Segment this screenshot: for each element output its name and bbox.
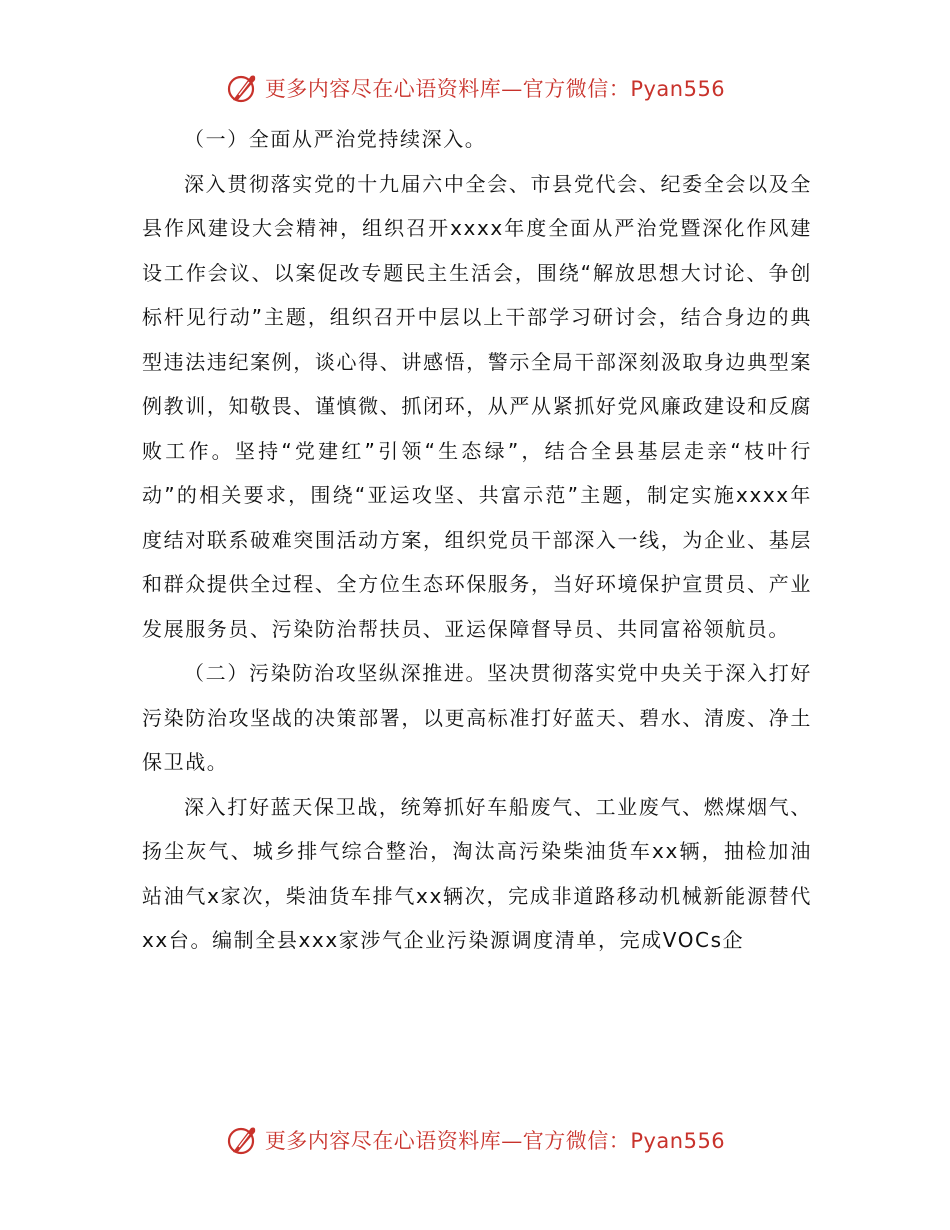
section-heading-1: （一）全面从严治党持续深入。 bbox=[184, 127, 487, 151]
document-body bbox=[142, 117, 812, 963]
header-banner bbox=[0, 66, 950, 110]
footer-banner bbox=[0, 1118, 950, 1162]
section-heading-2: （二）污染防治攻坚纵深推进。坚决贯彻落实党中央关于深入打好污染防治攻坚战的决策部署，以更高标准打好蓝天、碧水、清废、净土保卫战。 bbox=[142, 661, 812, 774]
paragraph: 深入贯彻落实党的十九届六中全会、市县党代会、纪委全会以及全县作风建设大会精神，组织召开xxxx年度全面从严治党暨深化作风建设工作会议、以案促改专题民主生活会，围绕“解放思想大讨论、争创标杆见行动”主题，组织召开中层以上干部学习研讨会，结合身边的典型违法违纪案例，谈心得、讲感悟，警示全局干部深刻汲取身边典型案例教训，知敬畏、谨慎微、抓闭环，从严从紧抓好党风廉政建设和反腐败工作。坚持“党建红”引领“生态绿”，结合全县基层走亲“枝叶行动”的相关要求，围绕“亚运攻坚、共富示范”主题，制定实施xxxx年度结对联系破难突围活动方案，组织党员干部深入一线，为企业、基层和群众提供全过程、全方位生态环保服务，当好环境保护宣贯员、产业发展服务员、污染防治帮扶员、亚运保障督导员、共同富裕领航员。 bbox=[142, 171, 812, 641]
banner-text: 更多内容尽在心语资料库—官方微信：Pyan556 bbox=[264, 77, 726, 101]
quill-circle-icon bbox=[225, 70, 261, 106]
banner-text: 更多内容尽在心语资料库—官方微信：Pyan556 bbox=[264, 1129, 726, 1153]
quill-circle-icon bbox=[225, 1122, 261, 1158]
paragraph: 深入打好蓝天保卫战，统筹抓好车船废气、工业废气、燃煤烟气、扬尘灰气、城乡排气综合整治，淘汰高污染柴油货车xx辆，抽检加油站油气x家次，柴油货车排气xx辆次，完成非道路移动机械新能源替代xx台。编制全县xxx家涉气企业污染源调度清单，完成VOCs企 bbox=[142, 794, 812, 952]
